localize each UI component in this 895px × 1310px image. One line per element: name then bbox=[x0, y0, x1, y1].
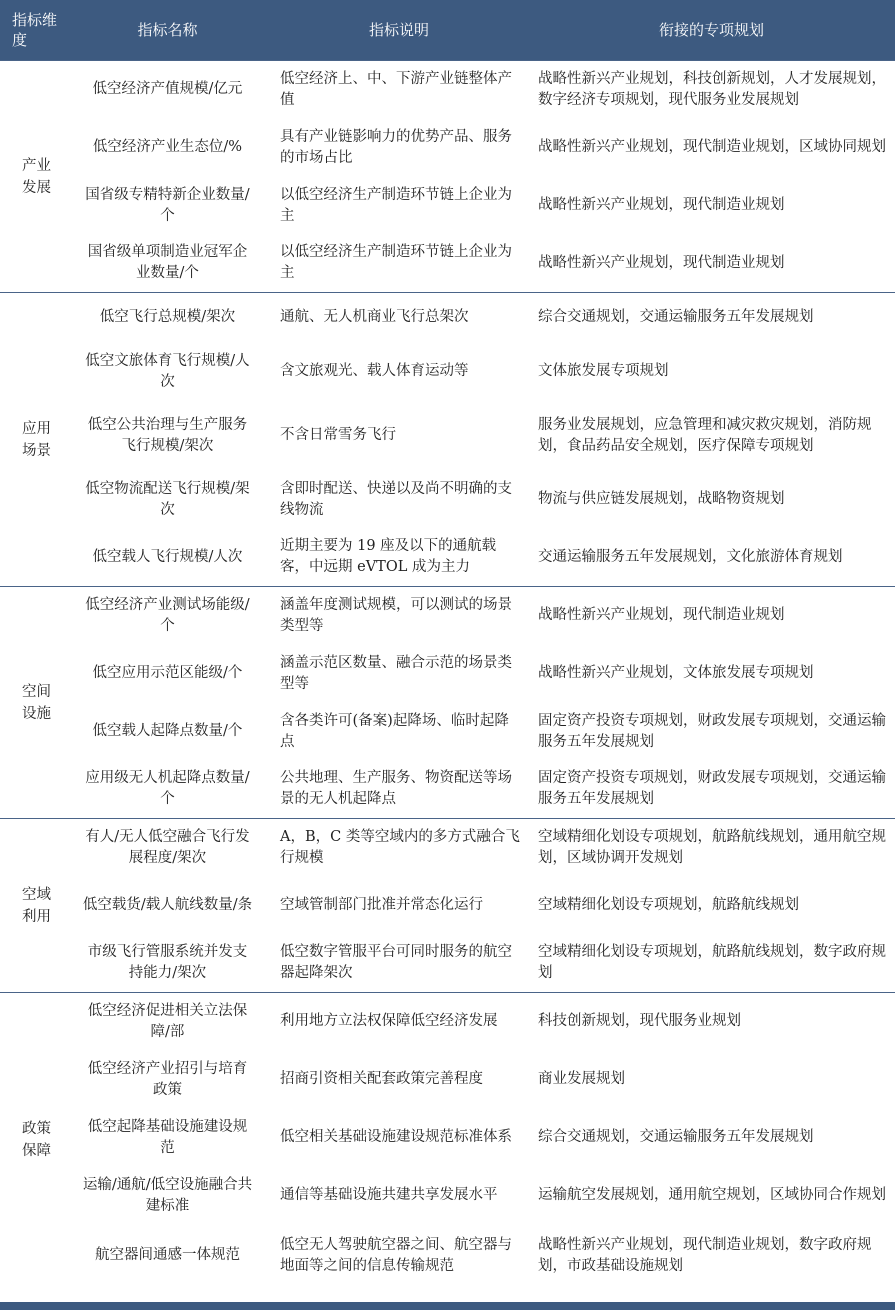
indicator-name-cell: 国省级专精特新企业数量/个 bbox=[85, 186, 250, 224]
indicator-name-cell: 低空飞行总规模/架次 bbox=[65, 293, 270, 343]
indicator-description-cell: 含文旅观光、载人体育运动等 bbox=[280, 363, 469, 379]
indicator-name-cell: 低空载货/载人航线数量/条 bbox=[82, 897, 253, 913]
header-plans: 衔接的专项规划 bbox=[528, 0, 895, 61]
table-footer-bar bbox=[0, 1302, 895, 1310]
table-body bbox=[0, 61, 895, 1287]
indicator-name-cell: 航空器间通感一体规范 bbox=[95, 1247, 240, 1263]
related-plans-cell: 服务业发展规划，应急管理和减灾救灾规划，消防规划，食品药品安全规划，医疗保障专项规划 bbox=[538, 416, 872, 454]
related-plans-cell: 空域精细化划设专项规划，航路航线规划 bbox=[538, 897, 799, 913]
related-plans-cell: 科技创新规划，现代服务业规划 bbox=[528, 993, 895, 1051]
indicator-description-cell: 利用地方立法权保障低空经济发展 bbox=[270, 993, 528, 1051]
related-plans-cell: 战略性新兴产业规划，现代制造业规划，数字政府规划，市政基础设施规划 bbox=[538, 1236, 872, 1274]
indicator-description-cell: 通航、无人机商业飞行总架次 bbox=[270, 293, 528, 343]
table-row bbox=[0, 1225, 895, 1287]
header-name: 指标名称 bbox=[65, 0, 270, 61]
related-plans-cell: 文体旅发展专项规划 bbox=[538, 363, 669, 379]
header-dimension: 指标维度 bbox=[0, 0, 65, 61]
indicator-name-cell: 低空经济产业测试场能级/个 bbox=[65, 587, 270, 645]
indicator-description-cell: 含各类许可(备案)起降场、临时起降点 bbox=[280, 712, 509, 750]
table-row bbox=[0, 935, 895, 993]
related-plans-cell: 战略性新兴产业规划，文体旅发展专项规划 bbox=[538, 665, 814, 681]
related-plans-cell: 战略性新兴产业规划，科技创新规划，人才发展规划，数字经济专项规划，现代服务业发展规划 bbox=[528, 61, 895, 119]
indicator-description-cell: 涵盖示范区数量、融合示范的场景类型等 bbox=[280, 654, 512, 692]
indicator-description-cell: 涵盖年度测试规模，可以测试的场景类型等 bbox=[270, 587, 528, 645]
table-row bbox=[0, 529, 895, 587]
indicator-description-cell: 以低空经济生产制造环节链上企业为主 bbox=[280, 186, 512, 224]
indicator-description-cell: 公共地理、生产服务、物资配送等场景的无人机起降点 bbox=[280, 770, 512, 808]
indicator-description-cell: 以低空经济生产制造环节链上企业为主 bbox=[280, 244, 512, 282]
table-row bbox=[0, 1167, 895, 1225]
indicator-description-cell: 不含日常雪务飞行 bbox=[280, 427, 396, 443]
related-plans-cell: 战略性新兴产业规划，现代制造业规划 bbox=[528, 587, 895, 645]
indicator-description-cell: 低空相关基础设施建设规范标准体系 bbox=[280, 1129, 512, 1145]
indicator-description-cell: 含即时配送、快递以及尚不明确的支线物流 bbox=[280, 480, 512, 518]
indicator-description-cell: A，B，C 类等空域内的多方式融合飞行规模 bbox=[270, 819, 528, 877]
indicator-name-cell: 低空经济产业招引与培育政策 bbox=[87, 1060, 248, 1098]
indicator-name-cell: 低空载人飞行规模/人次 bbox=[92, 548, 243, 565]
indicator-description-cell: 低空无人驾驶航空器之间、航空器与地面等之间的信息传输规范 bbox=[280, 1236, 512, 1274]
table-row bbox=[0, 471, 895, 529]
table-row bbox=[0, 703, 895, 761]
table-row bbox=[0, 1109, 895, 1167]
related-plans-cell: 战略性新兴产业规划，现代制造业规划 bbox=[538, 197, 785, 213]
table-row bbox=[0, 993, 895, 1051]
related-plans-cell: 综合交通规划，交通运输服务五年发展规划 bbox=[528, 293, 895, 343]
indicator-name-cell: 国省级单项制造业冠军企业数量/个 bbox=[87, 244, 248, 282]
related-plans-cell: 运输航空发展规划，通用航空规划，区域协同合作规划 bbox=[538, 1187, 886, 1203]
dimension-cell: 空域利用 bbox=[0, 819, 65, 993]
dimension-cell: 产业发展 bbox=[0, 61, 65, 293]
related-plans-cell: 固定资产投资专项规划，财政发展专项规划，交通运输服务五年发展规划 bbox=[538, 712, 886, 750]
indicator-name-cell: 有人/无人低空融合飞行发展程度/架次 bbox=[65, 819, 270, 877]
table-row bbox=[0, 761, 895, 819]
table-row bbox=[0, 645, 895, 703]
indicator-name-cell: 低空经济促进相关立法保障/部 bbox=[65, 993, 270, 1051]
indicator-name-cell: 低空载人起降点数量/个 bbox=[92, 723, 243, 739]
table-row bbox=[0, 819, 895, 877]
related-plans-cell: 战略性新兴产业规划，现代制造业规划，区域协同规划 bbox=[538, 139, 886, 155]
dimension-cell: 政策保障 bbox=[0, 993, 65, 1287]
table-row bbox=[0, 119, 895, 177]
dimension-cell: 应用场景 bbox=[0, 293, 65, 587]
indicator-description-cell: 空域管制部门批准并常态化运行 bbox=[280, 897, 483, 913]
table-row bbox=[0, 587, 895, 645]
related-plans-cell: 空域精细化划设专项规划，航路航线规划，通用航空规划，区域协调开发规划 bbox=[528, 819, 895, 877]
indicator-name-cell: 运输/通航/低空设施融合共建标准 bbox=[82, 1176, 253, 1214]
indicator-name-cell: 应用级无人机起降点数量/个 bbox=[85, 770, 250, 808]
table-row bbox=[0, 61, 895, 119]
table-row bbox=[0, 343, 895, 401]
related-plans-cell: 物流与供应链发展规划，战略物资规划 bbox=[538, 491, 785, 507]
table-row bbox=[0, 177, 895, 235]
related-plans-cell: 商业发展规划 bbox=[538, 1071, 625, 1087]
related-plans-cell: 固定资产投资专项规划，财政发展专项规划，交通运输服务五年发展规划 bbox=[538, 770, 886, 808]
related-plans-cell: 交通运输服务五年发展规划，文化旅游体育规划 bbox=[538, 548, 843, 565]
indicator-name-cell: 低空公共治理与生产服务飞行规模/架次 bbox=[87, 416, 248, 454]
table-row bbox=[0, 1051, 895, 1109]
indicator-description-cell: 低空数字管服平台可同时服务的航空器起降架次 bbox=[280, 944, 512, 982]
related-plans-cell: 空域精细化划设专项规划，航路航线规划，数字政府规划 bbox=[538, 944, 886, 982]
indicator-name-cell: 市级飞行管服系统并发支持能力/架次 bbox=[87, 944, 248, 982]
indicator-description-cell: 低空经济上、中、下游产业链整体产值 bbox=[270, 61, 528, 119]
table-row bbox=[0, 877, 895, 935]
indicator-name-cell: 低空经济产业生态位/% bbox=[92, 139, 243, 155]
indicator-name-cell: 低空文旅体育飞行规模/人次 bbox=[85, 352, 250, 390]
indicator-name-cell: 低空应用示范区能级/个 bbox=[92, 665, 243, 681]
indicator-description-cell: 招商引资相关配套政策完善程度 bbox=[280, 1071, 483, 1087]
indicator-description-cell: 具有产业链影响力的优势产品、服务的市场占比 bbox=[280, 128, 512, 166]
indicator-name-cell: 低空起降基础设施建设规范 bbox=[87, 1118, 248, 1156]
indicator-name-cell: 低空经济产值规模/亿元 bbox=[65, 61, 270, 119]
table-row bbox=[0, 235, 895, 293]
related-plans-cell: 战略性新兴产业规划，现代制造业规划 bbox=[538, 254, 785, 271]
table-header-row bbox=[0, 0, 895, 61]
indicator-description-cell: 近期主要为 19 座及以下的通航载客，中远期 eVTOL 成为主力 bbox=[280, 538, 497, 576]
related-plans-cell: 综合交通规划，交通运输服务五年发展规划 bbox=[538, 1129, 814, 1145]
header-description: 指标说明 bbox=[270, 0, 528, 61]
indicator-description-cell: 通信等基础设施共建共享发展水平 bbox=[280, 1187, 498, 1203]
table-row bbox=[0, 293, 895, 343]
dimension-cell: 空间设施 bbox=[0, 587, 65, 819]
indicator-name-cell: 低空物流配送飞行规模/架次 bbox=[85, 480, 250, 518]
table-row bbox=[0, 401, 895, 471]
